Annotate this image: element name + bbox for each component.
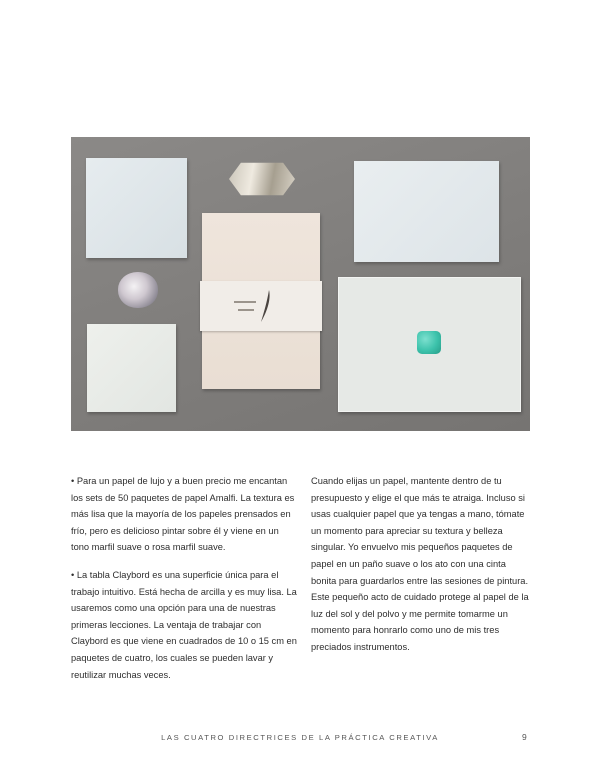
running-footer-title: LAS CUATRO DIRECTRICES DE LA PRÁCTICA CREATIVA (161, 733, 439, 742)
paragraph-amalfi: • Para un papel de lujo y a buen precio me encantan los sets de 50 paquetes de papel Amalfi. La textura es más lisa que la mayoría de los papeles prensados en frío, pero es delicioso pintar sobre él y viene en un tono marfil suave o rosa marfil suave. (71, 476, 295, 553)
left-column (71, 473, 299, 694)
page-number: 9 (522, 732, 527, 742)
product-photo (71, 137, 530, 431)
paper-sheet-large (354, 161, 499, 262)
swirl-pebble (118, 272, 158, 308)
quartz-crystal (229, 161, 295, 197)
turquoise-stone (417, 331, 441, 354)
feather-illustration (258, 288, 272, 324)
paper-sheet-blue (86, 158, 187, 258)
right-column (311, 473, 531, 667)
band-script-line (238, 309, 254, 311)
paragraph-claybord: • La tabla Claybord es una superficie única para el trabajo intuitivo. Está hecha de arcilla y es muy lisa. La usaremos como una opción para una de nuestras primeras lecciones. La ventaja de trabajar con Claybord es que viene en cuadrados de 10 o 15 cm en paquetes de cuatro, los cuales se pueden lavar y reutilizar muchas veces. (71, 569, 297, 680)
band-script-line (234, 301, 256, 303)
paper-bundle-band (200, 281, 322, 331)
claybord-panel (87, 324, 176, 412)
paragraph-choose-paper: Cuando elijas un papel, mantente dentro de tu presupuesto y elige el que más te atraiga. Incluso si usas cualquier papel que ya tengas a mano, tómate un momento para apreciar su textura y belleza singular. Yo envuelvo mis pequeños paquetes de papel en un paño suave o los ato con una cinta bonita para guardarlos entre las sesiones de pintura. Este pequeño acto de cuidado protege al papel de la luz del sol y del polvo y me permite tomarme un momento para honrarlo como uno de mis tres preciados instrumentos. (311, 476, 529, 652)
